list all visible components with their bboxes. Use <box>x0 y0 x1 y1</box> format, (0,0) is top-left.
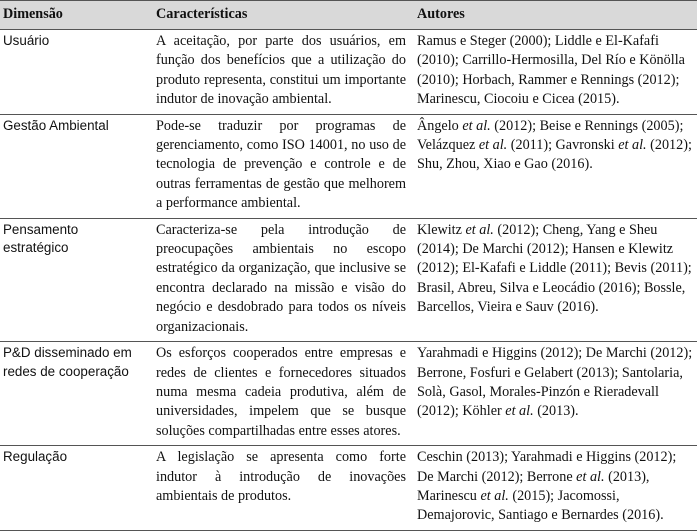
header-autores: Autores <box>414 1 697 30</box>
header-dimensao: Dimensão <box>0 1 153 30</box>
author-text: (2012); Cheng, Yang e Sheu (2014); De Marchi (2012); Hansen e Klewitz (2012); El-Kafafi e Liddle (2011); Bevis (2011); Brasil, Abreu, Silva e Leocádio (2016); Bossle, Barcellos, Vieira e Sauv (2016). <box>417 221 696 316</box>
author-text: (2013), Marinescu <box>417 468 654 504</box>
cell-caracteristicas: Os esforços cooperados entre empresas e redes de clientes e fornecedores situados numa mesma cadeia produtiva, além de universidades, impelem que se busque soluções compartilhadas entre esses atores. <box>153 342 414 446</box>
cell-caracteristicas: Pode-se traduzir por programas de gerenciamento, como ISO 14001, no uso de tecnologia de prevenção e controle e de outras ferramentas de gestão que melhorem a performance ambiental. <box>153 114 414 218</box>
cell-dimensao: Usuário <box>0 30 153 115</box>
author-text: Yarahmadi e Higgins (2012); De Marchi (2012); Berrone, Fosfuri e Gelabert (2013); Santolaria, Solà, Gasol, Morales-Pinzón e Rieradevall (2012); Köhler <box>417 345 696 420</box>
cell-autores <box>414 446 697 531</box>
author-etal-text: et al. <box>480 487 509 504</box>
author-etal-text: et al. <box>576 468 605 485</box>
author-text: (2011); Gavronski <box>507 137 619 154</box>
table-row <box>0 218 697 341</box>
author-text: Ângelo <box>417 117 463 134</box>
cell-autores <box>414 114 697 218</box>
author-text: Ramus e Steger (2000); Liddle e El-Kafafi (2010); Carrillo-Hermosilla, Del Río e Könölla (2010); Horbach, Rammer e Rennings (2012); Marinescu, Ciocoiu e Cicea (2015). <box>417 33 689 108</box>
table-row <box>0 446 697 531</box>
author-text: Klewitz <box>417 221 466 238</box>
cell-dimensao: Regulação <box>0 446 153 531</box>
table-row <box>0 342 697 446</box>
author-etal-text: et al. <box>618 137 647 154</box>
author-text: (2015); Jacomossi, Demajorovic, Santiago e Bernardes (2016). <box>417 487 664 524</box>
author-text: (2012); Shu, Zhou, Xiao e Gao (2016). <box>417 137 696 173</box>
cell-caracteristicas: A aceitação, por parte dos usuários, em função dos benefícios que a utilização do produto representa, constitui um importante indutor de inovação ambiental. <box>153 30 414 115</box>
cell-autores <box>414 218 697 341</box>
cell-dimensao: P&D disseminado em redes de cooperação <box>0 342 153 446</box>
cell-autores <box>414 30 697 115</box>
header-caracteristicas: Características <box>153 1 414 30</box>
cell-autores <box>414 342 697 446</box>
cell-dimensao: Gestão Ambiental <box>0 114 153 218</box>
cell-caracteristicas: A legislação se apresenta como forte indutor à introdução de inovações ambientais de produtos. <box>153 446 414 531</box>
table-row <box>0 114 697 218</box>
cell-dimensao: Pensamento estratégico <box>0 218 153 341</box>
cell-caracteristicas: Caracteriza-se pela introdução de preocupações ambientais no escopo estratégico da organização, que inclusive se encontra declarado na missão e visão do negócio e desdobrado para todos os níveis organizacionais. <box>153 218 414 341</box>
author-text: (2012); Beise e Rennings (2005); Velázquez <box>417 117 687 154</box>
author-etal-text: et al. <box>505 403 534 420</box>
table-row <box>0 30 697 115</box>
header-row <box>0 1 697 30</box>
author-etal-text: et al. <box>462 117 491 134</box>
author-etal-text: et al. <box>465 221 494 238</box>
author-text: Ceschin (2013); Yarahmadi e Higgins (2012); De Marchi (2012); Berrone <box>417 449 680 485</box>
author-text: (2013). <box>533 403 579 420</box>
author-etal-text: et al. <box>478 137 508 154</box>
